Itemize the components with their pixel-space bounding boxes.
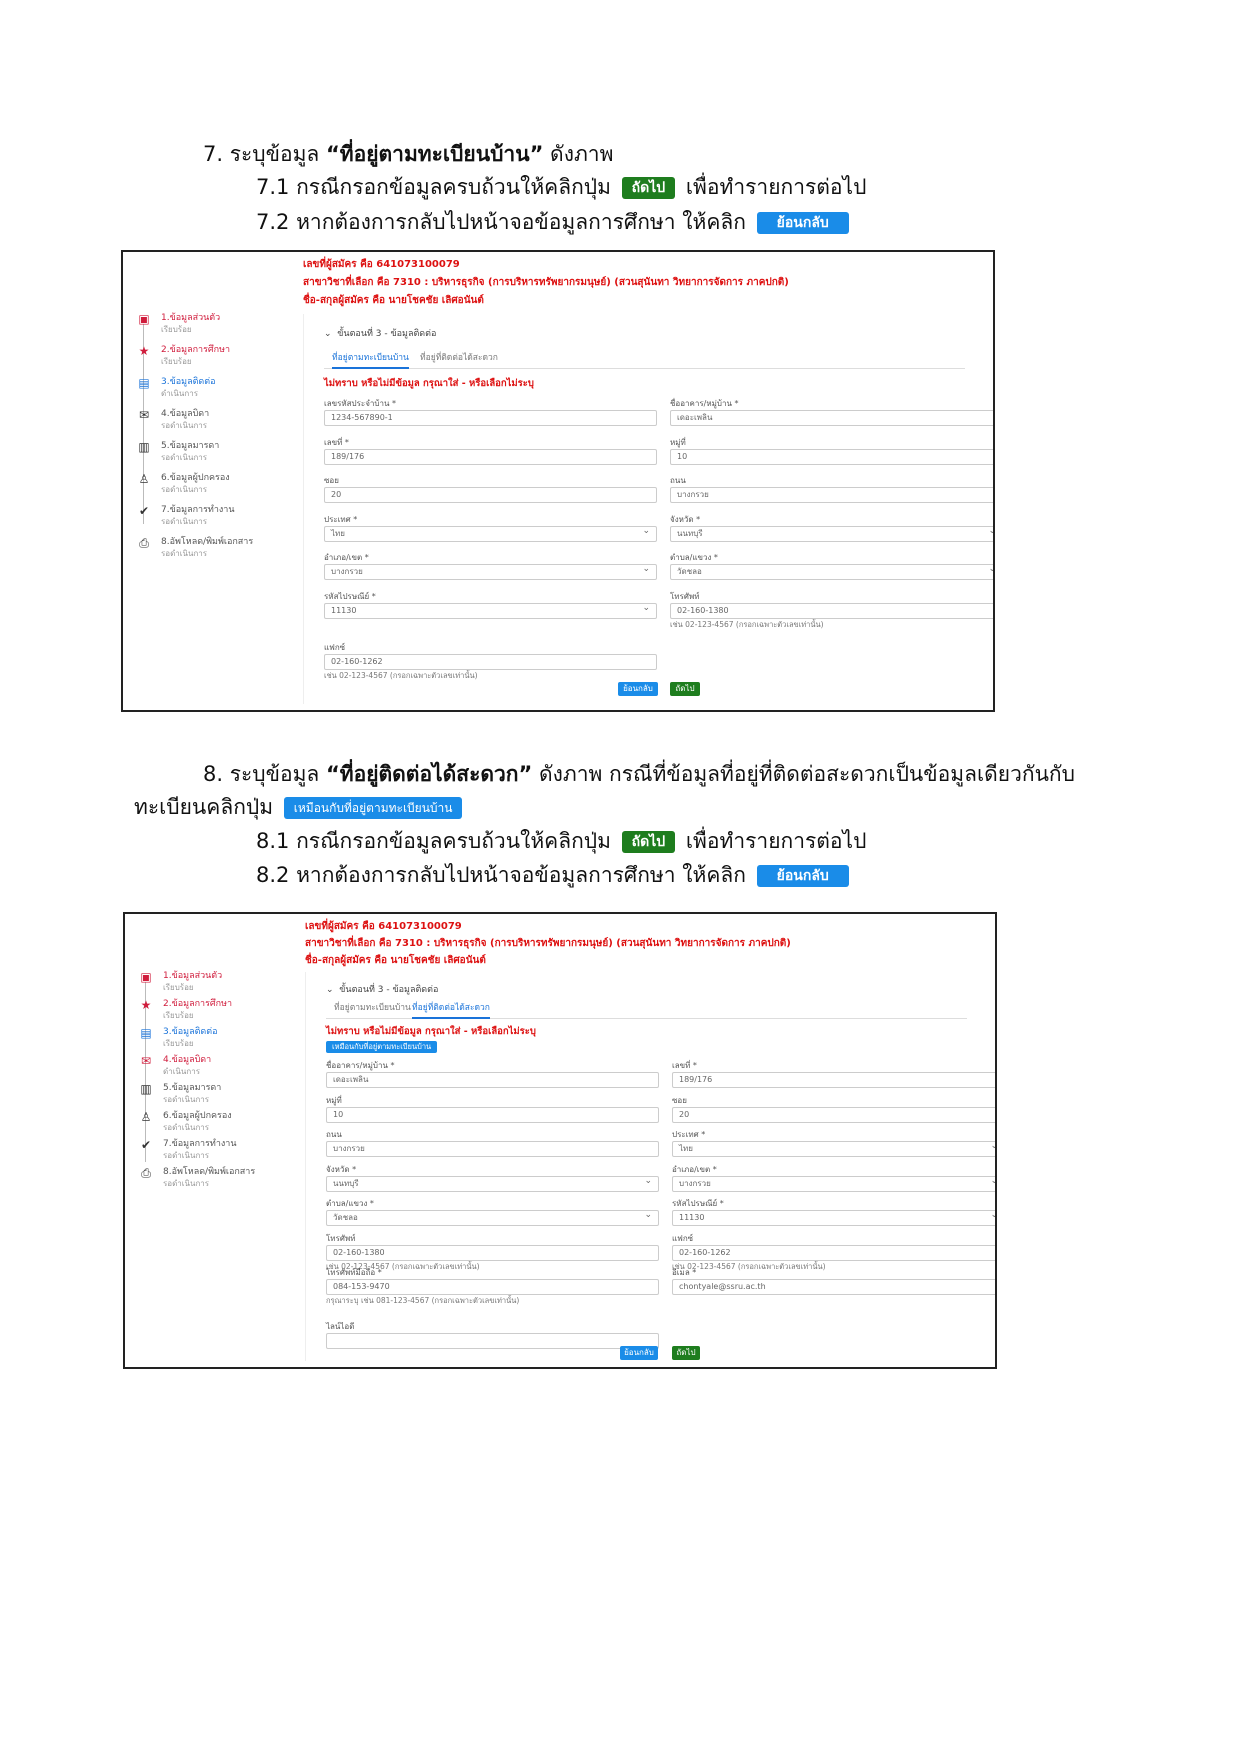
field-input[interactable]: 02-160-1380 (326, 1245, 659, 1261)
form-field (326, 1129, 659, 1157)
field-label: อำเภอ/เขต * (324, 553, 369, 563)
id-card-icon: ▣ (138, 312, 150, 326)
field-input[interactable]: เดอะเพลิน (326, 1072, 659, 1088)
form-field (326, 1060, 659, 1088)
users-icon: ♙ (140, 1110, 152, 1124)
field-select[interactable]: 11130 ⌄ (324, 603, 657, 619)
form-field (670, 552, 995, 580)
field-input[interactable]: 189/176 (672, 1072, 997, 1088)
field-hint: เช่น 02-123-4567 (กรอกเฉพาะตัวเลขเท่านั้น) (324, 671, 478, 680)
field-label: ถนน (670, 476, 686, 486)
field-label: เลขที่ * (324, 437, 349, 447)
section8-item2-prefix: 8.2 หากต้องการกลับไปหน้าจอข้อมูลการศึกษา ให้คลิก (256, 863, 746, 887)
form-panel-2 (305, 972, 987, 1361)
warning-text-2: ไม่ทราบ หรือไม่มีข้อมูล กรุณาใส่ - หรือเลือกไม่ระบุ (326, 1026, 536, 1037)
form-field (672, 1164, 997, 1192)
section7-item1-prefix: 7.1 กรณีกรอกข้อมูลครบถ้วนให้คลิกปุ่ม (256, 175, 611, 199)
accordion-header[interactable]: ⌄ ขั้นตอนที่ 3 - ข้อมูลติดต่อ (324, 329, 437, 339)
field-label: ซอย (324, 476, 339, 486)
same-as-home-button[interactable]: เหมือนกับที่อยู่ตามทะเบียนบ้าน (326, 1041, 437, 1053)
check-circle-icon: ✔ (140, 1138, 152, 1152)
field-select[interactable]: วัดชลอ ⌄ (326, 1210, 659, 1226)
applicant-number-2: เลขที่ผู้สมัคร คือ 641073100079 (305, 921, 462, 932)
field-label: แฟกซ์ (324, 643, 346, 652)
same-as-home-button-sample[interactable]: เหมือนกับที่อยู่ตามทะเบียนบ้าน (284, 797, 463, 819)
field-select[interactable]: 11130 ⌄ (672, 1210, 997, 1226)
field-label: ชื่ออาคาร/หมู่บ้าน * (670, 399, 739, 408)
star-icon: ★ (138, 344, 150, 358)
section8-title-bold: “ที่อยู่ติดต่อได้สะดวก” (325, 762, 533, 786)
form-field (670, 591, 995, 630)
form-field (326, 1233, 659, 1272)
section8-item2 (256, 860, 853, 890)
form-field (324, 514, 657, 542)
form-field (324, 552, 657, 580)
form-field (672, 1267, 997, 1295)
form-field (326, 1095, 659, 1123)
step-2[interactable]: ★ 2.ข้อมูลการศึกษา เรียบร้อย (138, 344, 231, 366)
field-label: โทรศัพท์ (670, 592, 700, 601)
back-button-sample-2[interactable]: ย้อนกลับ (757, 865, 849, 887)
field-input[interactable]: 10 (326, 1107, 659, 1123)
form-field (672, 1129, 997, 1157)
field-label: ประเทศ * (324, 514, 358, 524)
field-input[interactable]: เดอะเพลิน (670, 410, 995, 426)
section8-item1-suffix: เพื่อทำรายการต่อไป (685, 829, 867, 853)
next-button-2[interactable]: ถัดไป (672, 1346, 700, 1360)
form-field (670, 514, 995, 542)
back-button-sample[interactable]: ย้อนกลับ (757, 212, 849, 234)
steps-sidebar (133, 310, 283, 570)
address-card-icon: ▤ (140, 1026, 152, 1040)
section7-title (203, 139, 613, 169)
book-icon: ▥ (140, 1082, 152, 1096)
section7-item2-prefix: 7.2 หากต้องการกลับไปหน้าจอข้อมูลการศึกษา ให้คลิก (256, 210, 746, 234)
section8-title (203, 759, 1075, 789)
step-6[interactable]: ♙ 6.ข้อมูลผู้ปกครอง รอดำเนินการ (138, 472, 230, 494)
screenshot-contact-address (123, 912, 997, 1369)
field-select[interactable]: วัดชลอ ⌄ (670, 564, 995, 580)
field-label: หมู่ที่ (670, 437, 686, 447)
step-8[interactable]: ⎙ 8.อัพโหลด/พิมพ์เอกสาร รอดำเนินการ (135, 1166, 295, 1200)
form-field (324, 642, 657, 681)
section7-item1-suffix: เพื่อทำรายการต่อไป (685, 175, 867, 199)
section7-item1 (256, 172, 866, 202)
section8-item1-prefix: 8.1 กรณีกรอกข้อมูลครบถ้วนให้คลิกปุ่ม (256, 829, 611, 853)
applicant-number: เลขที่ผู้สมัคร คือ 641073100079 (303, 259, 460, 270)
screenshot-home-address (121, 250, 995, 712)
step-1[interactable]: ▣ 1.ข้อมูลส่วนตัว เรียบร้อย (140, 970, 223, 992)
section8-item1 (256, 826, 866, 856)
field-select[interactable]: ไทย ⌄ (672, 1141, 997, 1157)
warning-text: ไม่ทราบ หรือไม่มีข้อมูล กรุณาใส่ - หรือเลือกไม่ระบุ (324, 378, 534, 389)
form-field (324, 398, 657, 426)
section7-title-prefix: 7. ระบุข้อมูล (203, 142, 326, 166)
steps-sidebar-2 (135, 968, 285, 1198)
form-field (672, 1060, 997, 1088)
field-label: อีเมล * (672, 1268, 697, 1277)
step-2[interactable]: ★ 2.ข้อมูลการศึกษา เรียบร้อย (140, 998, 233, 1020)
step-5[interactable]: ▥ 5.ข้อมูลมารดา รอดำเนินการ (140, 1082, 222, 1104)
book-icon: ▥ (138, 440, 150, 454)
field-label: จังหวัด * (326, 1164, 357, 1174)
users-icon: ♙ (138, 472, 150, 486)
step-8[interactable]: ⎙ 8.อัพโหลด/พิมพ์เอกสาร รอดำเนินการ (133, 536, 293, 570)
field-input[interactable] (326, 1333, 659, 1349)
tab-home-address[interactable]: ที่อยู่ตามทะเบียนบ้าน (332, 350, 409, 369)
check-circle-icon: ✔ (138, 504, 150, 518)
field-hint: เช่น 02-123-4567 (กรอกเฉพาะตัวเลขเท่านั้น) (670, 620, 824, 629)
accordion-header-2[interactable]: ⌄ ขั้นตอนที่ 3 - ข้อมูลติดต่อ (326, 985, 439, 995)
form-field (326, 1164, 659, 1192)
field-label: โทรศัพท์ (326, 1233, 356, 1243)
form-field (672, 1233, 997, 1272)
field-select[interactable]: บางกรวย ⌄ (324, 564, 657, 580)
field-select[interactable]: นนทบุรี ⌄ (326, 1176, 659, 1192)
step-3[interactable]: ▤ 3.ข้อมูลติดต่อ ดำเนินการ (138, 376, 216, 398)
address-tabs (324, 348, 965, 369)
form-field (324, 591, 657, 619)
tab-home-address[interactable]: ที่อยู่ตามทะเบียนบ้าน (334, 1003, 411, 1013)
tab-contact-address[interactable]: ที่อยู่ที่ติดต่อได้สะดวก (420, 353, 498, 363)
form-field (670, 437, 995, 465)
form-field (670, 475, 995, 503)
field-select[interactable]: ไทย ⌄ (324, 526, 657, 542)
field-label: ตำบล/แขวง * (670, 553, 718, 563)
field-label: โทรศัพท์มือถือ * (326, 1268, 382, 1277)
form-field (670, 398, 995, 426)
section8-title-line2-text: ทะเบียนคลิกปุ่ม (134, 795, 274, 819)
field-label: รหัสไปรษณีย์ * (672, 1199, 724, 1208)
section7-title-suffix: ดังภาพ (543, 142, 614, 166)
field-input[interactable]: 02-160-1262 (672, 1245, 997, 1261)
field-label: ถนน (326, 1130, 342, 1139)
back-button-2[interactable]: ย้อนกลับ (620, 1346, 658, 1360)
step-5[interactable]: ▥ 5.ข้อมูลมารดา รอดำเนินการ (138, 440, 220, 462)
next-button[interactable]: ถัดไป (670, 682, 700, 696)
form-field (672, 1095, 997, 1123)
step-3[interactable]: ▤ 3.ข้อมูลติดต่อ เรียบร้อย (140, 1026, 218, 1048)
section8-title-suffix: ดังภาพ กรณีที่ข้อมูลที่อยู่ที่ติดต่อสะดวกเป็นข้อมูลเดียวกันกับ (532, 762, 1075, 786)
field-label: เลขรหัสประจำบ้าน * (324, 399, 396, 408)
printer-icon: ⎙ (139, 536, 149, 550)
section7-title-bold: “ที่อยู่ตามทะเบียนบ้าน” (325, 142, 544, 166)
field-label: ประเทศ * (672, 1130, 706, 1139)
field-input[interactable]: 10 (670, 449, 995, 465)
field-input[interactable]: 02-160-1262 (324, 654, 657, 670)
form-panel (303, 314, 985, 704)
step-7[interactable]: ✔ 7.ข้อมูลการทำงาน รอดำเนินการ (140, 1138, 237, 1160)
field-label: รหัสไปรษณีย์ * (324, 592, 376, 601)
section8-title-line2 (134, 792, 466, 822)
selected-major-2: สาขาวิชาที่เลือก คือ 7310 : บริหารธุรกิจ (การบริหารทรัพยากรมนุษย์) (สวนสุนันทา วิทยาการจัดการ ภาคปกติ) (305, 938, 791, 949)
form-field (324, 437, 657, 465)
step-4[interactable]: ✉ 4.ข้อมูลบิดา ดำเนินการ (140, 1054, 212, 1076)
field-label: ตำบล/แขวง * (326, 1199, 374, 1208)
field-label: ซอย (672, 1095, 687, 1105)
field-label: เลขที่ * (672, 1061, 697, 1070)
applicant-name-2: ชื่อ-สกุลผู้สมัคร คือ นายโชคชัย เลิศอนันต์ (305, 955, 486, 966)
field-input[interactable]: 20 (672, 1107, 997, 1123)
field-input[interactable]: 1234-567890-1 (324, 410, 657, 426)
tab-contact-address[interactable]: ที่อยู่ที่ติดต่อได้สะดวก (412, 1000, 490, 1019)
form-field (672, 1198, 997, 1226)
field-label: ไลน์ไอดี (326, 1322, 355, 1331)
form-field (324, 475, 657, 503)
id-card-icon: ▣ (140, 970, 152, 984)
next-button-sample-2[interactable]: ถัดไป (622, 831, 676, 853)
form-field (326, 1267, 659, 1306)
field-input[interactable]: chontyale@ssru.ac.th (672, 1279, 997, 1295)
star-icon: ★ (140, 998, 152, 1012)
field-input[interactable]: 02-160-1380 (670, 603, 995, 619)
field-select[interactable]: นนทบุรี ⌄ (670, 526, 995, 542)
step-1[interactable]: ▣ 1.ข้อมูลส่วนตัว เรียบร้อย (138, 312, 221, 334)
field-hint: กรุณาระบุ เช่น 081-123-4567 (กรอกเฉพาะตัวเลขเท่านั้น) (326, 1296, 520, 1305)
field-label: แฟกซ์ (672, 1233, 694, 1243)
selected-major: สาขาวิชาที่เลือก คือ 7310 : บริหารธุรกิจ (การบริหารทรัพยากรมนุษย์) (สวนสุนันทา วิทยาการจัดการ ภาคปกติ) (303, 277, 789, 288)
field-input[interactable]: 189/176 (324, 449, 657, 465)
field-label: หมู่ที่ (326, 1095, 342, 1105)
field-hint: เช่น 02-123-4567 (กรอกเฉพาะตัวเลขเท่านั้น) (672, 1261, 826, 1271)
field-label: อำเภอ/เขต * (672, 1164, 717, 1174)
step-4[interactable]: ✉ 4.ข้อมูลบิดา รอดำเนินการ (138, 408, 210, 430)
field-label: จังหวัด * (670, 514, 701, 524)
back-button[interactable]: ย้อนกลับ (618, 682, 658, 696)
field-select[interactable]: บางกรวย ⌄ (672, 1176, 997, 1192)
address-card-icon: ▤ (138, 376, 150, 390)
field-hint: เช่น 02-123-4567 (กรอกเฉพาะตัวเลขเท่านั้น) (326, 1261, 480, 1271)
form-field (326, 1321, 659, 1349)
field-label: ชื่ออาคาร/หมู่บ้าน * (326, 1061, 395, 1070)
printer-icon: ⎙ (141, 1166, 151, 1180)
envelope-icon: ✉ (138, 408, 150, 422)
form-field (326, 1198, 659, 1226)
field-input[interactable]: บางกรวย (326, 1141, 659, 1157)
address-tabs-2 (326, 998, 967, 1019)
next-button-sample[interactable]: ถัดไป (622, 177, 676, 199)
step-7[interactable]: ✔ 7.ข้อมูลการทำงาน รอดำเนินการ (138, 504, 235, 526)
applicant-name: ชื่อ-สกุลผู้สมัคร คือ นายโชคชัย เลิศอนันต์ (303, 295, 484, 306)
section7-item2 (256, 207, 853, 237)
section8-title-prefix: 8. ระบุข้อมูล (203, 762, 326, 786)
step-6[interactable]: ♙ 6.ข้อมูลผู้ปกครอง รอดำเนินการ (140, 1110, 232, 1132)
field-input[interactable]: 20 (324, 487, 657, 503)
field-input[interactable]: บางกรวย (670, 487, 995, 503)
envelope-icon: ✉ (140, 1054, 152, 1068)
field-input[interactable]: 084-153-9470 (326, 1279, 659, 1295)
